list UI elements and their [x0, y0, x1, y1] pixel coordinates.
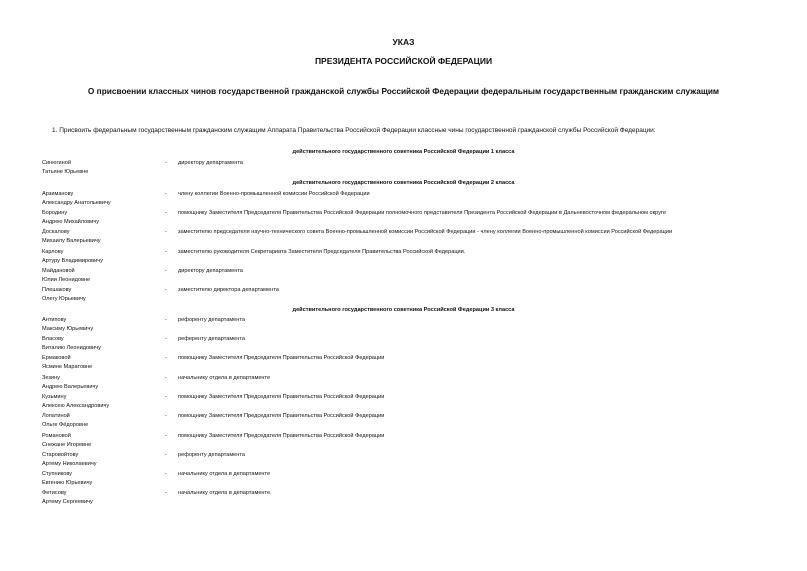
person-row — [42, 355, 782, 375]
person-position: члену коллегии Военно-промышленной комиссии Российской Федерации — [178, 191, 370, 197]
decree-heading: О присвоении классных чинов государственной гражданской службы Российской Федерации федеральным государственным гражданским служащим — [87, 86, 720, 96]
person-surname: Власову — [42, 336, 64, 342]
person-position: директору департамента — [178, 160, 243, 166]
person-row — [42, 375, 782, 395]
person-position: референту департамента — [178, 336, 245, 342]
person-surname: Карлову — [42, 249, 64, 255]
person-surname: Бородину — [42, 210, 68, 216]
person-name: Артему Николаевичу — [42, 461, 97, 467]
dash-separator: - — [165, 375, 167, 381]
dash-separator: - — [165, 268, 167, 274]
dash-separator: - — [165, 249, 167, 255]
decree-subtitle: ПРЕЗИДЕНТА РОССИЙСКОЙ ФЕДЕРАЦИИ — [314, 56, 493, 66]
dash-separator: - — [165, 287, 167, 293]
dash-separator: - — [165, 394, 167, 400]
person-name: Олегу Юрьевичу — [42, 296, 86, 302]
person-row — [42, 413, 782, 433]
person-row — [42, 471, 782, 491]
person-name: Виталию Леонидовичу — [42, 345, 101, 351]
person-name: Юлии Леонидовне — [42, 277, 91, 283]
decree-title: УКАЗ — [392, 37, 415, 47]
person-name: Андрею Михайловичу — [42, 219, 100, 225]
person-position: помощнику Заместителя Председателя Правительства Российской Федерации — [178, 413, 385, 419]
person-name: Снежане Игоревне — [42, 442, 92, 448]
person-row — [42, 287, 782, 307]
person-row — [42, 394, 782, 414]
person-surname: Кузьмину — [42, 394, 67, 400]
dash-separator: - — [165, 336, 167, 342]
person-name: Артуру Владимировичу — [42, 258, 103, 264]
person-surname: Арзиманову — [42, 191, 74, 197]
person-surname: Лопатиной — [42, 413, 70, 419]
person-row — [42, 210, 782, 230]
person-position: директору департамента — [178, 268, 243, 274]
dash-separator: - — [165, 210, 167, 216]
person-row — [42, 160, 782, 180]
person-row — [42, 249, 782, 269]
person-position: начальнику отдела в департаменте — [178, 375, 271, 381]
person-row — [42, 433, 782, 453]
dash-separator: - — [165, 191, 167, 197]
person-position: помощнику Заместителя Председателя Правительства Российской Федерации полномочного представителя Президента Российской Федерации в Дальневосточном федеральном округе — [178, 210, 666, 216]
person-position: начальнику отдела в департаменте — [178, 471, 271, 477]
person-row — [42, 317, 782, 337]
person-surname: Майдановой — [42, 268, 75, 274]
dash-separator: - — [165, 317, 167, 323]
section-title-class-1: действительного государственного советника Российской Федерации 1 класса — [292, 149, 515, 155]
person-name: Ольге Фёдоровне — [42, 422, 89, 428]
dash-separator: - — [165, 413, 167, 419]
dash-separator: - — [165, 355, 167, 361]
dash-separator: - — [165, 452, 167, 458]
person-name: Алексею Александровичу — [42, 403, 110, 409]
person-name: Евгению Юрьевичу — [42, 480, 93, 486]
person-name: Михаилу Валерьевичу — [42, 238, 101, 244]
person-name: Максиму Юрьевичу — [42, 326, 94, 332]
person-row — [42, 336, 782, 356]
section-title-class-3: действительного государственного советника Российской Федерации 3 класса — [292, 307, 515, 313]
person-name: Андрею Валерьевичу — [42, 384, 99, 390]
person-name: Татьяне Юрьевне — [42, 169, 89, 175]
person-surname: Антипову — [42, 317, 67, 323]
person-surname: Фетисову — [42, 490, 67, 496]
person-surname: Старовойтову — [42, 452, 79, 458]
person-surname: Ермаковой — [42, 355, 71, 361]
person-position: помощнику Заместителя Председателя Правительства Российской Федерации — [178, 433, 385, 439]
dash-separator: - — [165, 433, 167, 439]
person-surname: Плешакову — [42, 287, 72, 293]
person-surname: Зезину — [42, 375, 60, 381]
section-title-class-2: действительного государственного советника Российской Федерации 2 класса — [292, 180, 515, 186]
person-position: заместителю председателя научно-технического совета Военно-промышленной комиссии Российской Федерации - члену коллегии Военно-промышленной комиссии Российской Федерации — [178, 229, 673, 235]
person-name: Ясмине Маратовне — [42, 364, 93, 370]
person-row — [42, 268, 782, 288]
person-position: рефоренту департамента — [178, 452, 245, 458]
person-position: помощнику Заместителя Председателя Правительства Российской Федерации — [178, 394, 385, 400]
person-row — [42, 191, 782, 211]
person-surname: Ступникову — [42, 471, 72, 477]
person-position: помощнику Заместителя Председателя Правительства Российской Федерации — [178, 355, 385, 361]
dash-separator: - — [165, 471, 167, 477]
person-position: заместителю руководителя Секретариата Заместителя Председателя Правительства Российской Федерации. — [178, 249, 466, 255]
dash-separator: - — [165, 160, 167, 166]
dash-separator: - — [165, 490, 167, 496]
person-row — [42, 229, 782, 249]
person-surname: Романовой — [42, 433, 71, 439]
person-position: заместителю директора департамента — [178, 287, 279, 293]
person-surname: Доскалову — [42, 229, 70, 235]
person-surname: Синюгиной — [42, 160, 71, 166]
person-position: рефоренту департамента — [178, 317, 245, 323]
intro-paragraph: 1. Присвоить федеральным государственным гражданским служащим Аппарата Правительства Российской Федерации классные чины государственной гражданской службы Российской Федерации: — [52, 127, 656, 134]
person-name: Александру Анатольевичу — [42, 200, 111, 206]
person-position: начальнику отдела в департаменте. — [178, 490, 272, 496]
person-row — [42, 490, 782, 510]
person-name: Артему Сергеевичу — [42, 499, 93, 505]
person-row — [42, 452, 782, 472]
dash-separator: - — [165, 229, 167, 235]
